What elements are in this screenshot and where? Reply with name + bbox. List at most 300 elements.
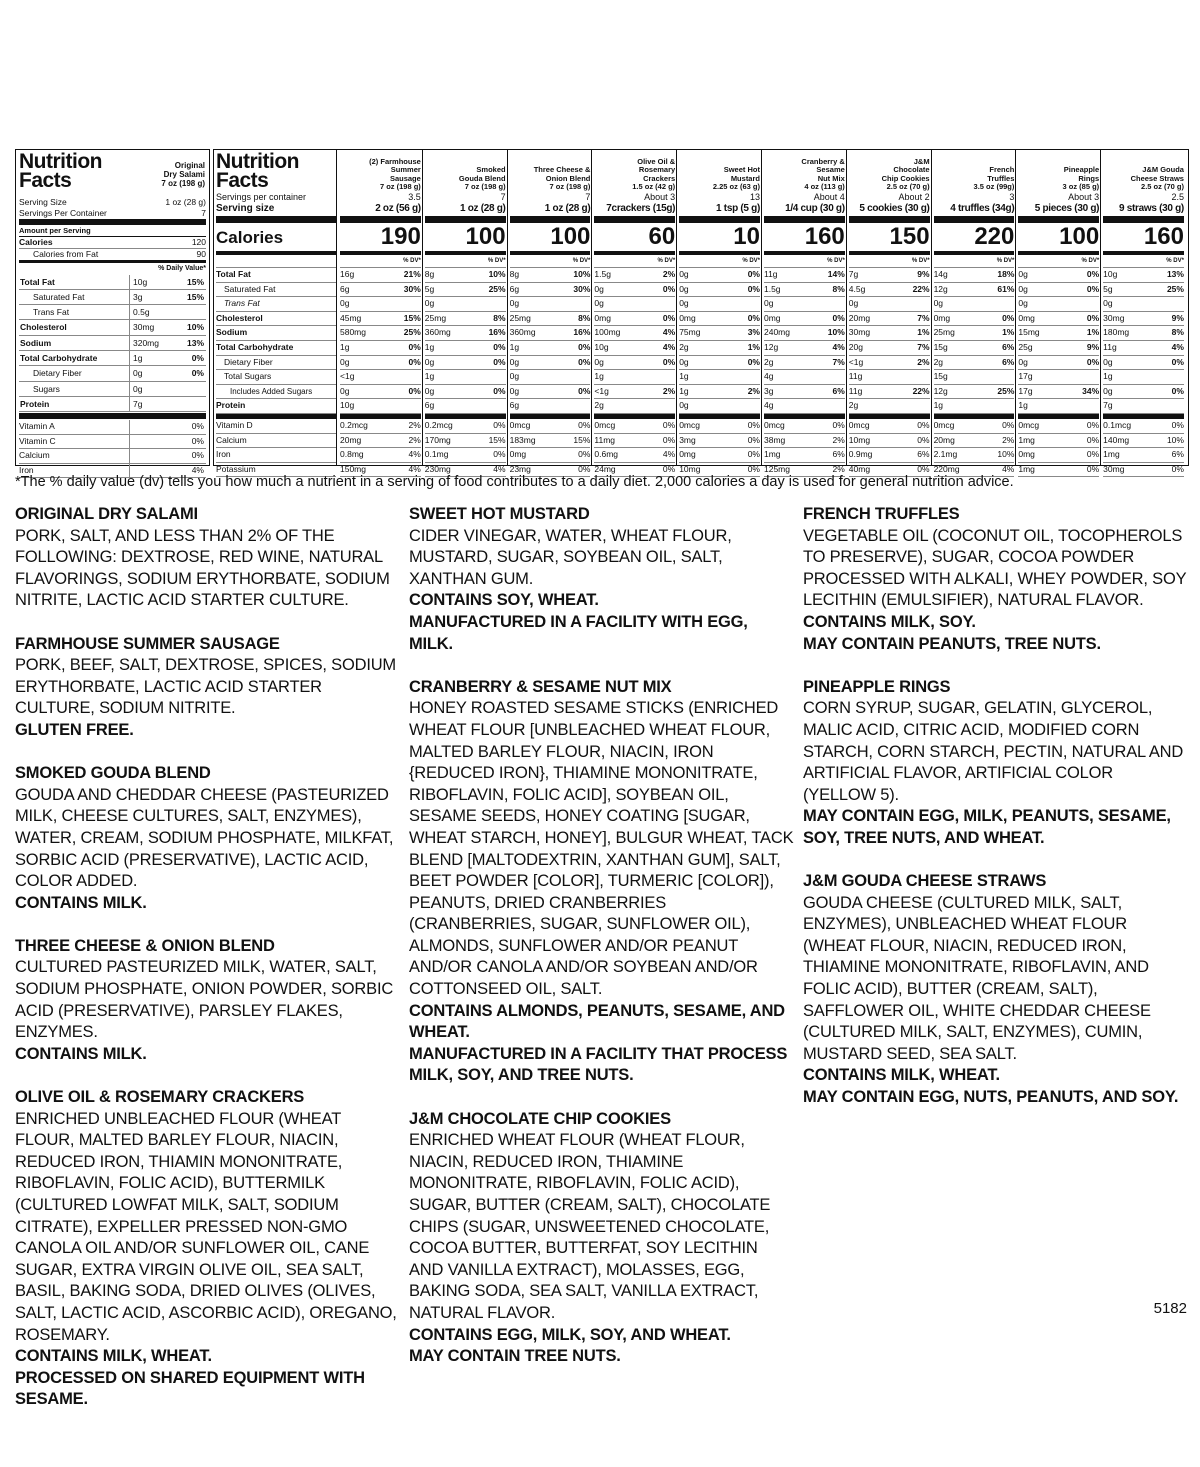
ingredient-block [15, 634, 400, 742]
amount: 0g [340, 385, 350, 396]
nutrient-value [129, 275, 206, 290]
amount: 125mg [763, 463, 790, 474]
amount: 240mg [763, 327, 790, 338]
amount: 0g [679, 269, 689, 279]
amount: 24mg [594, 463, 616, 474]
amount: 8g [424, 269, 435, 279]
ingredient-block [409, 1109, 794, 1368]
daily-percent: 0% [578, 463, 591, 474]
daily-percent: 16% [573, 327, 591, 338]
product-name-line: Sweet Hot [723, 165, 760, 175]
product-name [679, 150, 760, 191]
column-separator [761, 150, 762, 465]
nutrient-row [1018, 399, 1099, 414]
daily-percent: 10% [186, 322, 204, 333]
amount: 0g [594, 283, 604, 294]
amount: 11g [848, 385, 863, 396]
product-column [847, 150, 932, 474]
column-separator [1100, 150, 1101, 465]
nutrient-value [129, 336, 206, 351]
nutrient-row [679, 312, 760, 327]
amount: 0g [509, 356, 520, 367]
nutrient-row [340, 399, 421, 414]
calories-value: 160 [1103, 223, 1184, 255]
servings-per-container: 3.5 [408, 192, 421, 202]
amount: 2.1mg [933, 449, 958, 460]
allergen-statement: MAY CONTAIN TREE NUTS. [409, 1347, 621, 1366]
ingredient-list: ENRICHED UNBLEACHED FLOUR (WHEAT FLOUR, MALTED BARLEY FLOUR, NIACIN, REDUCED IRON, THIAMIN MONONITRATE, RIBOFLAVIN, FOLIC ACID), BUTTERMILK (CULTURED LOWFAT MILK, SALT, SODIUM CITRATE), EXPELLER PRESSED NON-GMO CANOLA OIL AND/OR SUNFLOWER OIL, CANE SUGAR, EXTRA VIRGIN OLIVE OIL, SEA SALT, BASIL, BAKING SODA, DRIED OLIVES (OLIVES, SALT, LACTIC ACID, ASCORBIC ACID), OREGANO, ROSEMARY. [15, 1109, 397, 1344]
nutrient-row [510, 283, 591, 298]
vitamin-row [1018, 434, 1099, 449]
daily-percent: 9% [917, 269, 930, 279]
daily-percent: 0% [578, 449, 591, 460]
divider [19, 413, 206, 419]
daily-percent: 0% [493, 449, 506, 460]
nutrient-row [849, 297, 930, 312]
product-name-line: 7 oz (198 g) [379, 181, 421, 191]
vitamin-row [1103, 434, 1184, 449]
nutrient-row [1103, 356, 1184, 371]
daily-percent: 4% [662, 327, 676, 338]
allergen-statement: PROCESSED ON SHARED EQUIPMENT WITH SESAME. [15, 1368, 365, 1409]
product-name [1103, 150, 1184, 191]
nutrient-labels [216, 268, 336, 414]
product-name-line: Cheese Straws [1130, 173, 1184, 183]
nutrient-row [425, 283, 506, 298]
nutrient-row [934, 312, 1015, 327]
divider [849, 216, 930, 223]
column-separator [336, 150, 337, 465]
amount: 7g [1103, 400, 1113, 411]
amount: 10g [594, 341, 609, 352]
servings-per-container: About 3 [644, 192, 676, 202]
servings-row: Servings Per Container 7 [19, 207, 206, 218]
daily-percent: 1% [1086, 327, 1100, 338]
daily-percent: 0% [747, 283, 760, 294]
product-name-line: Truffles [987, 173, 1015, 183]
serving-size: 1 oz (28 g) [544, 203, 591, 214]
nutrient-label: Cholesterol [216, 312, 336, 327]
nutrient-row [1103, 312, 1184, 327]
ingredients-column-1 [15, 504, 400, 1433]
amount: 4g [763, 371, 774, 382]
daily-percent: 0% [1086, 283, 1100, 294]
nutrient-row [934, 385, 1015, 400]
product-name [764, 150, 845, 191]
product-name-line: Rings [1078, 173, 1100, 183]
amount: 10g [340, 400, 355, 411]
amount: 20mg [848, 312, 871, 323]
amount: 1mg [1018, 434, 1035, 445]
divider [934, 216, 1015, 223]
nutrient-value [129, 320, 206, 335]
nutrient-row [425, 326, 506, 341]
daily-percent: 6% [1002, 341, 1015, 352]
daily-percent: 6% [1002, 356, 1015, 367]
amount: <1g [848, 356, 864, 367]
nutrient-row [594, 326, 675, 341]
vitamin-row [510, 419, 591, 434]
serving-size-label: Serving size [216, 203, 275, 214]
daily-percent: 0% [662, 434, 676, 445]
nutrient-row [425, 297, 506, 312]
amount: 20mg [340, 434, 362, 445]
serving-size: 1/4 cup (30 g) [785, 203, 845, 214]
nutrient-row [849, 341, 930, 356]
product-name-line: Crackers [643, 173, 676, 183]
amount: 10g [1103, 269, 1118, 279]
product-name-line: J&M [913, 157, 930, 167]
amount: 15g [933, 341, 948, 352]
divider [19, 260, 206, 263]
calories-label: Calories [216, 223, 336, 255]
amount: 1g [509, 341, 520, 352]
nutrient-row [425, 370, 506, 385]
daily-percent: 0% [493, 419, 506, 430]
amount: 230mg [424, 463, 451, 474]
daily-percent: 0% [747, 434, 760, 445]
amount: 6g [509, 400, 520, 411]
daily-percent: 4% [408, 463, 421, 474]
amount: 0mcg [679, 419, 700, 430]
nutrient-row [1103, 268, 1184, 283]
amount: 1g [424, 341, 435, 352]
nutrient-value [129, 397, 206, 412]
vitamin-row [679, 419, 760, 434]
product-column [1016, 150, 1101, 474]
nutrient-row [934, 268, 1015, 283]
product-name-line: 7 oz (198 g) [464, 181, 506, 191]
daily-percent: 18% [997, 269, 1015, 279]
product-name-line: Rosemary [638, 165, 676, 175]
daily-percent: 0% [578, 356, 591, 367]
product-name-line: Nut Mix [817, 173, 845, 183]
daily-percent: 0% [662, 419, 676, 430]
daily-percent: 0% [1002, 312, 1015, 323]
daily-percent: 4% [408, 449, 421, 460]
daily-percent: 7% [832, 356, 845, 367]
daily-percent: 0% [191, 368, 204, 379]
nutrient-row [934, 341, 1015, 356]
divider [764, 216, 845, 223]
amount: 1mg [1018, 463, 1035, 474]
product-name-line: Chocolate [893, 165, 930, 175]
allergen-statement: CONTAINS ALMONDS, PEANUTS, SESAME, AND WHEAT. [409, 1001, 785, 1042]
daily-percent: 0% [917, 463, 930, 474]
ingredient-list: GOUDA AND CHEDDAR CHEESE (PASTEURIZED MILK, CHEESE CULTURES, SALT, ENZYMES), WATER, CREAM, SODIUM PHOSPHATE, MILKFAT, SORBIC ACID (PRESERVATIVE), LACTIC ACID, COLOR ADDED. [15, 785, 394, 891]
daily-percent: 0% [662, 312, 676, 323]
amount: 1.5g [594, 269, 611, 279]
daily-percent: 0% [747, 312, 760, 323]
column-separator [676, 150, 677, 465]
amount: 17g [1018, 371, 1033, 382]
nutrient-value [129, 290, 206, 305]
nutrient-value [129, 351, 206, 366]
left-vitamin-table [19, 420, 206, 478]
amount: 40mg [848, 463, 871, 474]
nutrient-row [594, 370, 675, 385]
amount: 1.5g [763, 283, 781, 294]
daily-percent: 2% [747, 385, 760, 396]
product-code: 5182 [1153, 1300, 1187, 1317]
daily-percent: 2% [662, 269, 676, 279]
daily-percent: 61% [997, 283, 1015, 294]
amount: 0g [679, 356, 689, 367]
amount: 0g [933, 298, 944, 309]
amount-per-serving: Amount per Serving [19, 226, 91, 235]
daily-percent: 0% [493, 356, 506, 367]
nutrient-row [425, 399, 506, 414]
daily-percent: 0% [747, 449, 760, 460]
daily-percent: 0% [578, 419, 591, 430]
product-name-line: 2.5 oz (70 g) [1141, 181, 1184, 191]
product-column [1101, 150, 1186, 474]
daily-percent: 9% [1086, 341, 1100, 352]
nutrient-label: Trans Fat [216, 297, 336, 312]
daily-percent: 0% [1086, 269, 1100, 279]
amount: <1g [340, 371, 355, 382]
left-panel-product: Original Dry Salami 7 oz (198 g) [161, 161, 205, 188]
allergen-statement: CONTAINS MILK, SOY. [803, 612, 976, 631]
nutrient-row [1018, 385, 1099, 400]
daily-percent: 8% [1171, 327, 1184, 338]
nutrient-row [510, 297, 591, 312]
vitamin-row [934, 419, 1015, 434]
amount: 1mg [763, 449, 781, 460]
ingredient-block [803, 677, 1188, 850]
vitamin-row [425, 434, 506, 449]
daily-percent: 0% [747, 463, 760, 474]
vitamin-row [340, 448, 421, 463]
amount: 0mcg [594, 419, 616, 430]
vitamin-row [934, 434, 1015, 449]
nutrient-row [510, 326, 591, 341]
daily-percent: 1% [747, 341, 760, 352]
amount: 0.1mg [424, 449, 449, 460]
vitamin-row [1018, 463, 1099, 478]
amount: 2g [848, 400, 859, 411]
amount: 1g [340, 341, 350, 352]
nutrient-row [849, 385, 930, 400]
daily-percent: 13% [186, 337, 204, 348]
vitamin-labels [216, 419, 336, 477]
nutrient-row [340, 341, 421, 356]
amount: 0.9mg [848, 449, 873, 460]
amount: 0g [1018, 283, 1028, 294]
amount: 7g [133, 398, 143, 409]
nutrient-row [1103, 370, 1184, 385]
column-separator [846, 150, 847, 465]
daily-percent: 15% [403, 312, 421, 323]
servings-per-container: 7 [585, 192, 591, 202]
amount: 75mg [679, 327, 701, 338]
daily-percent: 0% [1086, 312, 1100, 323]
vitamin-row [764, 448, 845, 463]
nutrient-row [1018, 283, 1099, 298]
amount: 0g [1103, 356, 1113, 367]
divider [425, 216, 506, 223]
product-name [934, 150, 1015, 191]
vitamin-label: Calcium [19, 449, 129, 464]
amount: <1g [594, 385, 609, 396]
daily-percent: 4% [662, 449, 676, 460]
nutrient-row [764, 312, 845, 327]
vitamin-percent: 0% [129, 420, 206, 435]
nutrient-row [764, 356, 845, 371]
nutrient-label: Protein [216, 399, 336, 414]
divider [340, 216, 421, 223]
ingredient-block [409, 677, 794, 1087]
amount: 1g [133, 352, 143, 363]
vitamin-row [594, 419, 675, 434]
daily-percent: 0% [747, 356, 760, 367]
vitamin-label: Vitamin A [19, 420, 129, 435]
nutrient-row [594, 356, 675, 371]
daily-percent: 4% [1002, 463, 1015, 474]
amount: 1g [933, 400, 944, 411]
nutrient-row [764, 399, 845, 414]
daily-percent: 25% [403, 327, 421, 338]
vitamin-percent: 0% [129, 435, 206, 450]
daily-percent: 0% [662, 283, 676, 294]
nutrient-value [129, 305, 206, 320]
amount: 6g [340, 283, 350, 294]
amount: 0g [848, 298, 859, 309]
amount: 6g [424, 400, 435, 411]
daily-percent: 30% [403, 283, 421, 294]
daily-percent: 7% [917, 341, 930, 352]
nutrient-row [764, 385, 845, 400]
amount: 8g [509, 269, 520, 279]
ingredient-product-name: ORIGINAL DRY SALAMI [15, 505, 198, 523]
nutrient-label: Dietary Fiber [216, 356, 336, 371]
daily-percent: 10% [1166, 434, 1184, 445]
amount: 360mg [509, 327, 536, 338]
nutrient-row [679, 283, 760, 298]
vitamin-row [425, 419, 506, 434]
product-name [849, 150, 930, 191]
dv-header: % DV* [934, 255, 1015, 268]
amount: 30mg [1103, 312, 1125, 323]
ingredient-product-name: FRENCH TRUFFLES [803, 505, 960, 523]
product-column [423, 150, 508, 474]
daily-percent: 8% [832, 283, 845, 294]
daily-percent: 7% [917, 312, 930, 323]
daily-percent: 0% [1002, 419, 1015, 430]
nutrient-row [764, 268, 845, 283]
nutrient-label: Sodium [19, 336, 129, 351]
amount: 30mg [133, 322, 155, 333]
calories-value: 60 [594, 223, 675, 255]
vitamin-row [849, 448, 930, 463]
amount: 10g [133, 276, 148, 287]
dv-header: % DV* [594, 255, 675, 268]
nutrient-row [679, 297, 760, 312]
nutrient-row [1018, 326, 1099, 341]
amount: 0g [133, 368, 143, 379]
divider [216, 216, 336, 223]
amount: 5g [1103, 283, 1113, 294]
ingredient-product-name: J&M GOUDA CHEESE STRAWS [803, 872, 1047, 891]
amount: 0mg [679, 449, 696, 460]
daily-percent: 0% [1086, 356, 1100, 367]
product-name-line: Summer [390, 165, 421, 175]
dv-header: % DV* [1018, 255, 1099, 268]
amount: 1g [594, 371, 604, 382]
amount: 1g [1018, 400, 1028, 411]
amount: 0.8mg [340, 449, 364, 460]
daily-percent: 14% [827, 269, 845, 279]
product-name-line: Three Cheese & [533, 165, 591, 175]
amount: 1g [679, 385, 689, 396]
vitamin-row [1018, 448, 1099, 463]
nutrient-row [594, 283, 675, 298]
nutrient-label-column [216, 150, 336, 474]
amount: 1g [424, 371, 435, 382]
nutrient-label: Total Carbohydrate [19, 351, 129, 366]
product-name [1018, 150, 1099, 191]
daily-percent: 0% [747, 269, 760, 279]
amount: 0mcg [1018, 419, 1040, 430]
vitamin-label: Iron [19, 464, 129, 479]
nutrient-row [594, 385, 675, 400]
amount: 45mg [340, 312, 362, 323]
nutrient-label: Includes Added Sugars [216, 385, 336, 400]
allergen-statement: GLUTEN FREE. [15, 720, 134, 739]
column-separator [1015, 150, 1016, 465]
amount: 4g [763, 400, 774, 411]
nutrient-row [1018, 312, 1099, 327]
daily-percent: 30% [573, 283, 591, 294]
nutrient-row [934, 326, 1015, 341]
ingredient-list: CULTURED PASTEURIZED MILK, WATER, SALT, SODIUM PHOSPHATE, ONION POWDER, SORBIC ACID (PRESERVATIVE), PARSLEY FLAKES, ENZYMES. [15, 958, 394, 1042]
nutrient-row [764, 326, 845, 341]
amount: 10mg [679, 463, 701, 474]
serving-size: 4 truffles (34g) [950, 203, 1015, 214]
amount: 150mg [340, 463, 366, 474]
daily-percent: 0% [493, 341, 506, 352]
amount: 0g [340, 356, 350, 367]
product-name-line: (2) Farmhouse [369, 157, 421, 167]
product-name-line: Pineapple [1063, 165, 1100, 175]
product-name [510, 150, 591, 191]
product-name-line: J&M Gouda [1142, 165, 1184, 175]
vitamin-row [764, 419, 845, 434]
product-name-line: Sausage [389, 173, 421, 183]
product-name-line: 3.5 oz (99g) [973, 181, 1015, 191]
amount: 11mg [594, 434, 616, 445]
nutrient-row [425, 341, 506, 356]
calories-from-fat-row: Calories from Fat 90 [19, 248, 206, 260]
ingredient-list: ENRICHED WHEAT FLOUR (WHEAT FLOUR, NIACIN, REDUCED IRON, THIAMINE MONONITRATE, RIBOFLAVIN, FOLIC ACID), SUGAR, BUTTER (CREAM, SALT), CHOCOLATE CHIPS (SUGAR, UNSWEETENED CHOCOLATE, COCOA BUTTER, BUTTERFAT, SOY LECITHIN AND VANILLA EXTRACT), MOLASSES, EGG, BAKING SODA, SEA SALT, VANILLA EXTRACT, NATURAL FLAVOR. [409, 1131, 771, 1322]
calories-value: 220 [934, 223, 1015, 255]
vitamin-row [1103, 419, 1184, 434]
amount: 0g [424, 385, 435, 396]
amount: 14g [933, 269, 948, 279]
column-separator [931, 150, 932, 465]
ingredient-product-name: OLIVE OIL & ROSEMARY CRACKERS [15, 1088, 305, 1107]
serving-size-row: Serving Size 1 oz (28 g) [19, 197, 206, 207]
daily-percent: 25% [997, 385, 1015, 396]
vitamin-row [764, 434, 845, 449]
calories-row: Calories 120 [19, 237, 206, 247]
nutrient-value [129, 382, 206, 397]
amount: 2g [594, 400, 604, 411]
nutrient-label: Cholesterol [19, 320, 129, 335]
divider [679, 216, 760, 223]
product-column [338, 150, 423, 474]
product-column [677, 150, 762, 474]
